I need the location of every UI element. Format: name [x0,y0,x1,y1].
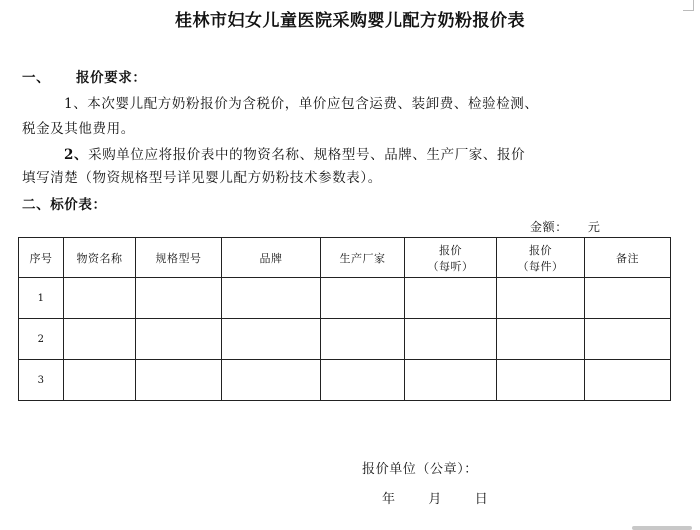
header-name: 物资名称 [64,238,136,278]
section2-heading: 二、标价表： [22,197,107,213]
cell-brand[interactable] [222,360,321,401]
cell-spec[interactable] [136,278,222,319]
header-price-per-can-line2: （每听） [427,259,474,273]
seal-line: 报价单位（公章）： [362,462,478,477]
requirement1-line2: 税金及其他费用。 [22,121,135,137]
cell-brand[interactable] [222,319,321,360]
cell-maker[interactable] [321,360,405,401]
section1-title: 报价要求： [76,70,147,86]
cell-name[interactable] [64,278,136,319]
section1-heading [22,66,147,86]
header-price-per-item-line2: （每件） [517,259,564,273]
cell-remark[interactable] [585,278,671,319]
amount-label: 金额： [530,220,568,234]
header-seq: 序号 [19,238,64,278]
cell-price-per-can[interactable] [405,360,497,401]
cell-price-per-item[interactable] [497,278,585,319]
header-spec: 规格型号 [136,238,222,278]
cell-spec[interactable] [136,360,222,401]
requirement2-number: 2、 [64,147,89,163]
cell-remark[interactable] [585,319,671,360]
requirement1-line1: 1、本次婴儿配方奶粉报价为含税价，单价应包含运费、装卸费、检验检测、 [64,96,539,112]
cell-price-per-can[interactable] [405,278,497,319]
cell-maker[interactable] [321,278,405,319]
section1-number: 一、 [22,70,51,86]
header-brand: 品牌 [222,238,321,278]
cell-price-per-item[interactable] [497,360,585,401]
header-price-per-can [405,238,497,278]
header-price-per-can-line1: 报价 [439,243,462,257]
header-price-per-item-line1: 报价 [529,243,552,257]
date-month: 月 [428,492,442,507]
amount-line [530,218,600,235]
row-seq: 2 [19,319,64,360]
date-day: 日 [474,492,489,507]
row-seq: 1 [19,278,64,319]
date-year: 年 [382,492,396,507]
table-row [19,360,671,401]
date-line [382,488,488,507]
table-row [19,319,671,360]
requirement2-line1 [64,143,525,163]
price-table [18,237,671,401]
header-maker: 生产厂家 [321,238,405,278]
cell-spec[interactable] [136,319,222,360]
row-seq: 3 [19,360,64,401]
cell-brand[interactable] [222,278,321,319]
cell-name[interactable] [64,360,136,401]
cell-price-per-item[interactable] [497,319,585,360]
amount-unit: 元 [587,220,601,234]
requirement2-text: 采购单位应将报价表中的物资名称、规格型号、品牌、生产厂家、报价 [88,147,526,163]
cell-maker[interactable] [321,319,405,360]
cell-name[interactable] [64,319,136,360]
header-remark: 备注 [585,238,671,278]
cell-price-per-can[interactable] [405,319,497,360]
document-title: 桂林市妇女儿童医院采购婴儿配方奶粉报价表 [175,11,525,31]
cell-remark[interactable] [585,360,671,401]
requirement2-line2: 填写清楚（物资规格型号详见婴儿配方奶粉技术参数表）。 [22,170,382,186]
table-row [19,278,671,319]
table-header-row [19,238,671,278]
horizontal-scrollbar[interactable] [632,526,692,530]
header-price-per-item [497,238,585,278]
